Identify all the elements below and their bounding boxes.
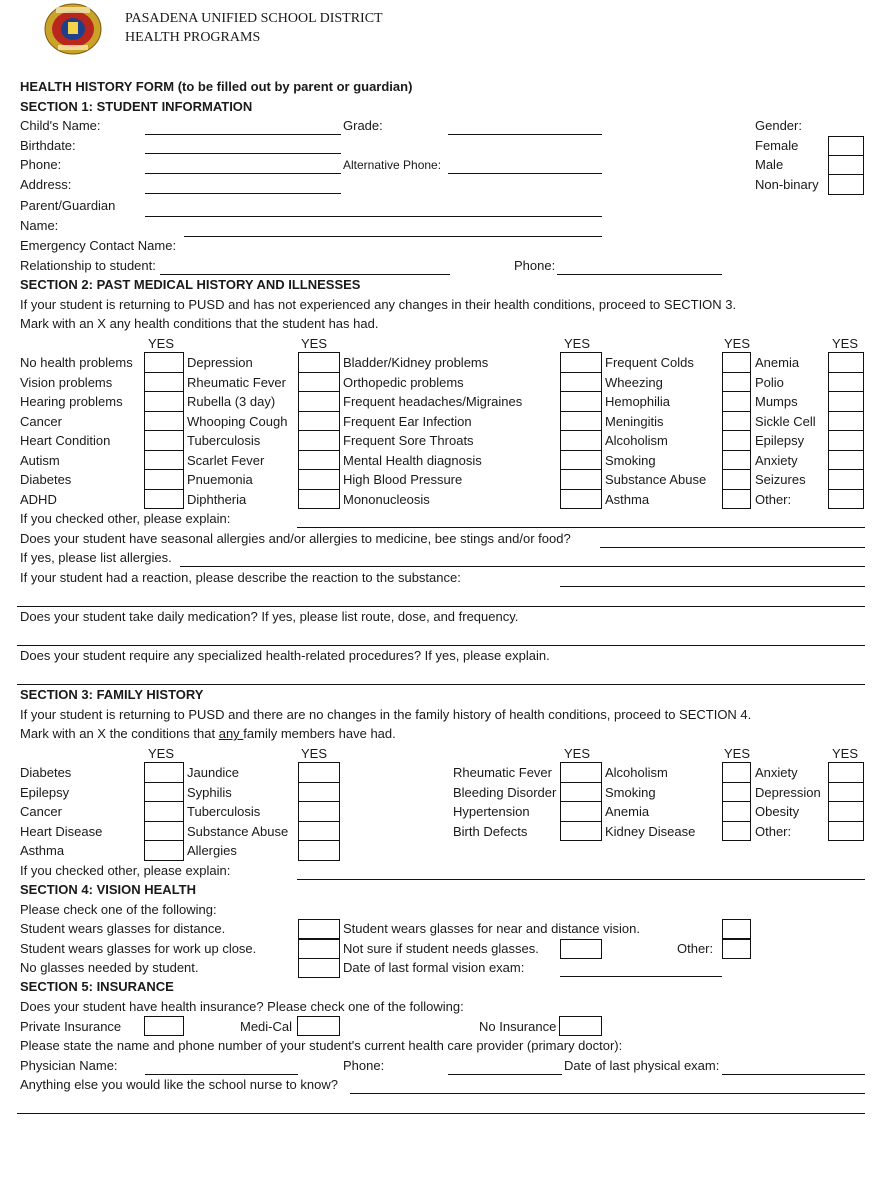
last-vision-exam-field[interactable] xyxy=(560,976,722,977)
section2-col4-checkbox[interactable] xyxy=(722,391,751,412)
medication-line[interactable] xyxy=(17,645,865,646)
section1-title: SECTION 1: STUDENT INFORMATION xyxy=(20,99,253,114)
section3-col2-checkbox[interactable] xyxy=(298,782,340,803)
section2-col5-label: Seizures xyxy=(755,472,806,487)
section2-col3-checkbox[interactable] xyxy=(560,352,602,373)
section2-col5-label: Anxiety xyxy=(755,452,798,468)
section2-col4-checkbox[interactable] xyxy=(722,411,751,432)
section2-col4-checkbox[interactable] xyxy=(722,352,751,373)
section2-col5-checkbox[interactable] xyxy=(828,411,864,432)
medical-checkbox[interactable] xyxy=(297,1016,340,1036)
section2-col3-label: Frequent Sore Throats xyxy=(343,433,474,448)
section2-col4-label: Alcoholism xyxy=(605,433,668,448)
section2-col3-label: Bladder/Kidney problems xyxy=(343,355,489,370)
glasses-close-checkbox[interactable] xyxy=(298,939,340,959)
section3-col2-label: Jaundice xyxy=(187,765,240,780)
yes-header: YES xyxy=(148,336,175,351)
section2-col3-checkbox[interactable] xyxy=(560,391,602,412)
anything-else-question: Anything else you would like the school nurse to know? xyxy=(20,1077,338,1092)
yes-header: YES xyxy=(564,336,591,351)
family-other-explain-field[interactable] xyxy=(297,879,865,880)
section2-col4-checkbox[interactable] xyxy=(722,450,751,471)
no-insurance-label: No Insurance xyxy=(479,1019,557,1034)
family-other-explain-label: If you checked other, please explain: xyxy=(20,863,231,878)
private-insurance-label: Private Insurance xyxy=(20,1019,122,1034)
section3-col1-label: Cancer xyxy=(20,804,62,819)
procedures-question: Does your student require any specialized health-related procedures? If yes, please explain. xyxy=(20,648,550,663)
phone2-label: Phone: xyxy=(514,258,556,273)
section2-col1-checkbox[interactable] xyxy=(144,430,184,451)
reaction-label: If your student had a reaction, please describe the reaction to the substance: xyxy=(20,570,461,585)
allergies-answer-field[interactable] xyxy=(600,547,865,548)
physical-exam-field[interactable] xyxy=(722,1074,865,1075)
section2-col4-label: Wheezing xyxy=(605,374,663,390)
section2-col4-checkbox[interactable] xyxy=(722,469,751,490)
provider-instructions: Please state the name and phone number of your student's current health care provider (primary doctor): xyxy=(20,1038,623,1053)
section2-col5-checkbox[interactable] xyxy=(828,372,864,393)
glasses-distance-checkbox[interactable] xyxy=(298,919,340,939)
childs-name-label: Child's Name: xyxy=(20,118,101,133)
section2-col2-checkbox[interactable] xyxy=(298,430,340,451)
section2-col2-label: Diphtheria xyxy=(187,491,247,507)
section2-col3-label: Orthopedic problems xyxy=(343,374,464,390)
grade-field[interactable] xyxy=(448,134,602,135)
section3-col5-label: Depression xyxy=(755,784,821,800)
relationship-field[interactable] xyxy=(160,274,450,275)
section3-col2-checkbox[interactable] xyxy=(298,821,340,842)
section3-col1-checkbox[interactable] xyxy=(144,821,184,842)
section2-col2-label: Tuberculosis xyxy=(187,433,261,448)
yes-header: YES xyxy=(301,746,328,761)
section3-col5-checkbox[interactable] xyxy=(828,821,864,842)
yes-header: YES xyxy=(832,746,859,761)
section2-col2-checkbox[interactable] xyxy=(298,411,340,432)
section2-col5-label: Anemia xyxy=(755,355,800,370)
section2-col4-label: Substance Abuse xyxy=(605,472,707,487)
name-label: Name: xyxy=(20,218,59,233)
section2-col2-label: Whooping Cough xyxy=(187,413,288,429)
address-field[interactable] xyxy=(145,193,341,194)
section3-col2-label: Syphilis xyxy=(187,784,232,800)
section3-col5-checkbox[interactable] xyxy=(828,782,864,803)
physician-phone-field[interactable] xyxy=(448,1074,562,1075)
section3-col4-checkbox[interactable] xyxy=(722,821,751,842)
insurance-question: Does your student have health insurance? Please check one of the following: xyxy=(20,999,464,1014)
section2-col3-checkbox[interactable] xyxy=(560,411,602,432)
section2-col4-label: Smoking xyxy=(605,452,656,468)
section3-col5-checkbox[interactable] xyxy=(828,801,864,822)
not-sure-checkbox[interactable] xyxy=(560,939,602,959)
section2-col4-label: Hemophilia xyxy=(605,394,671,409)
section2-col3-checkbox[interactable] xyxy=(560,450,602,471)
section2-col1-label: ADHD xyxy=(20,491,57,507)
section3-col4-label: Anemia xyxy=(605,804,650,819)
physician-name-label: Physician Name: xyxy=(20,1058,118,1073)
section2-col5-checkbox[interactable] xyxy=(828,352,864,373)
section2-col5-label: Sickle Cell xyxy=(755,413,816,429)
section3-mark-instructions: Mark with an X the conditions that any family members have had. xyxy=(20,726,396,741)
yes-header: YES xyxy=(724,746,751,761)
not-sure-label: Not sure if student needs glasses. xyxy=(343,941,539,956)
section2-col4-checkbox[interactable] xyxy=(722,430,751,451)
section3-col5-label: Obesity xyxy=(755,804,800,819)
section2-col5-label: Epilepsy xyxy=(755,433,805,448)
female-checkbox[interactable] xyxy=(828,136,864,156)
parent-guardian-field[interactable] xyxy=(145,216,602,217)
section2-col2-checkbox[interactable] xyxy=(298,469,340,490)
section2-col5-label: Other: xyxy=(755,491,792,507)
section3-col4-label: Alcoholism xyxy=(605,765,668,780)
section2-col3-label: Frequent headaches/Migraines xyxy=(343,394,523,409)
district-seal-logo xyxy=(44,3,102,55)
nonbinary-label: Non-binary xyxy=(755,177,819,192)
emergency-contact-label: Emergency Contact Name: xyxy=(20,238,177,253)
section3-instructions: If your student is returning to PUSD and there are no changes in the family history of health conditions, proceed to SECTION 4. xyxy=(20,707,752,722)
section3-col5-label: Anxiety xyxy=(755,765,798,780)
section2-col2-checkbox[interactable] xyxy=(298,372,340,393)
section3-col3-label: Birth Defects xyxy=(453,823,528,839)
other-explain-label: If you checked other, please explain: xyxy=(20,511,231,526)
section2-col2-label: Pnuemonia xyxy=(187,472,253,487)
physician-name-field[interactable] xyxy=(145,1074,298,1075)
section3-col4-checkbox[interactable] xyxy=(722,762,751,783)
section2-col4-checkbox[interactable] xyxy=(722,489,751,510)
section2-col4-label: Asthma xyxy=(605,491,650,507)
programs-name: HEALTH PROGRAMS xyxy=(125,30,261,45)
section2-col1-checkbox[interactable] xyxy=(144,469,184,490)
female-label: Female xyxy=(755,138,799,153)
reaction-field[interactable] xyxy=(560,586,865,587)
section2-col1-label: Autism xyxy=(20,452,60,468)
section3-col2-checkbox[interactable] xyxy=(298,762,340,783)
section3-col4-checkbox[interactable] xyxy=(722,782,751,803)
glasses-distance-label: Student wears glasses for distance. xyxy=(20,921,226,936)
section2-col1-label: Hearing problems xyxy=(20,394,123,409)
section3-col1-checkbox[interactable] xyxy=(144,801,184,822)
section3-col2-checkbox[interactable] xyxy=(298,801,340,822)
yes-header: YES xyxy=(301,336,328,351)
section2-col3-label: Mental Health diagnosis xyxy=(343,452,482,468)
section3-col4-label: Kidney Disease xyxy=(605,823,696,839)
section2-col1-checkbox[interactable] xyxy=(144,372,184,393)
section3-col2-label: Tuberculosis xyxy=(187,804,261,819)
medication-question: Does your student take daily medication? If yes, please list route, dose, and frequency. xyxy=(20,609,519,624)
grade-label: Grade: xyxy=(343,118,383,133)
section2-col3-checkbox[interactable] xyxy=(560,489,602,510)
vision-other-checkbox[interactable] xyxy=(722,939,751,959)
yes-header: YES xyxy=(724,336,751,351)
section3-col3-checkbox[interactable] xyxy=(560,821,602,842)
phone2-field[interactable] xyxy=(557,274,722,275)
section2-col2-label: Rheumatic Fever xyxy=(187,374,286,390)
section2-col2-label: Scarlet Fever xyxy=(187,452,265,468)
birthdate-label: Birthdate: xyxy=(20,138,76,153)
form-title: HEALTH HISTORY FORM (to be filled out by parent or guardian) xyxy=(20,79,413,94)
section2-col1-checkbox[interactable] xyxy=(144,352,184,373)
section3-title: SECTION 3: FAMILY HISTORY xyxy=(20,687,204,702)
male-label: Male xyxy=(755,157,784,172)
section2-col3-label: Frequent Ear Infection xyxy=(343,413,472,429)
section5-title: SECTION 5: INSURANCE xyxy=(20,979,174,994)
male-checkbox[interactable] xyxy=(828,155,864,175)
birthdate-field[interactable] xyxy=(145,153,341,154)
childs-name-field[interactable] xyxy=(145,134,341,135)
section4-title: SECTION 4: VISION HEALTH xyxy=(20,882,196,897)
glasses-close-label: Student wears glasses for work up close. xyxy=(20,941,257,956)
section2-col2-label: Rubella (3 day) xyxy=(187,394,276,409)
private-insurance-checkbox[interactable] xyxy=(144,1016,184,1036)
procedures-line[interactable] xyxy=(17,684,865,685)
section3-col1-label: Epilepsy xyxy=(20,784,70,800)
section3-col1-checkbox[interactable] xyxy=(144,782,184,803)
physician-phone-label: Phone: xyxy=(343,1058,385,1073)
section3-col5-label: Other: xyxy=(755,823,792,839)
section2-title: SECTION 2: PAST MEDICAL HISTORY AND ILLNESSES xyxy=(20,277,361,292)
section2-col1-checkbox[interactable] xyxy=(144,391,184,412)
section4-instructions: Please check one of the following: xyxy=(20,902,217,917)
section2-col5-label: Polio xyxy=(755,374,784,390)
section3-col3-checkbox[interactable] xyxy=(560,801,602,822)
section2-col3-label: Mononucleosis xyxy=(343,491,430,507)
section3-col4-label: Smoking xyxy=(605,784,656,800)
yes-header: YES xyxy=(832,336,859,351)
phone-label: Phone: xyxy=(20,157,62,172)
section2-col2-checkbox[interactable] xyxy=(298,489,340,510)
section2-col5-checkbox[interactable] xyxy=(828,489,864,510)
section2-col3-checkbox[interactable] xyxy=(560,430,602,451)
section2-col2-checkbox[interactable] xyxy=(298,352,340,373)
section3-col2-checkbox[interactable] xyxy=(298,840,340,861)
reaction-line[interactable] xyxy=(17,606,865,607)
anything-else-field[interactable] xyxy=(350,1093,865,1094)
section2-col2-checkbox[interactable] xyxy=(298,450,340,471)
phone-field[interactable] xyxy=(145,173,341,174)
section2-col1-label: Cancer xyxy=(20,413,62,429)
emergency-contact-field[interactable] xyxy=(184,236,602,237)
section2-col4-checkbox[interactable] xyxy=(722,372,751,393)
glasses-near-distance-label: Student wears glasses for near and distance vision. xyxy=(343,921,641,936)
section2-col1-checkbox[interactable] xyxy=(144,450,184,471)
no-insurance-checkbox[interactable] xyxy=(559,1016,602,1036)
section2-col3-checkbox[interactable] xyxy=(560,372,602,393)
other-explain-field[interactable] xyxy=(297,527,865,528)
section3-col2-label: Allergies xyxy=(187,843,237,858)
section3-col5-checkbox[interactable] xyxy=(828,762,864,783)
section2-col1-checkbox[interactable] xyxy=(144,411,184,432)
section2-col5-checkbox[interactable] xyxy=(828,391,864,412)
address-label: Address: xyxy=(20,177,72,192)
vision-other-label: Other: xyxy=(677,941,714,956)
alt-phone-field[interactable] xyxy=(448,173,602,174)
section2-col5-checkbox[interactable] xyxy=(828,430,864,451)
section3-col1-checkbox[interactable] xyxy=(144,762,184,783)
section2-col1-label: No health problems xyxy=(20,355,133,370)
alt-phone-label: Alternative Phone: xyxy=(343,158,442,172)
medical-label: Medi-Cal xyxy=(240,1019,293,1034)
section2-col3-checkbox[interactable] xyxy=(560,469,602,490)
section2-col5-checkbox[interactable] xyxy=(828,469,864,490)
section3-col3-label: Bleeding Disorder xyxy=(453,784,557,800)
section2-col4-label: Frequent Colds xyxy=(605,355,694,370)
section2-col4-label: Meningitis xyxy=(605,413,664,429)
anything-else-line[interactable] xyxy=(17,1113,865,1114)
section3-col1-label: Diabetes xyxy=(20,765,72,780)
district-name: PASADENA UNIFIED SCHOOL DISTRICT xyxy=(125,11,383,26)
relationship-label: Relationship to student: xyxy=(20,258,156,273)
allergies-question: Does your student have seasonal allergies and/or allergies to medicine, bee stings and/or food? xyxy=(20,531,571,546)
section2-col5-label: Mumps xyxy=(755,394,798,409)
no-glasses-label: No glasses needed by student. xyxy=(20,960,199,975)
section3-col3-checkbox[interactable] xyxy=(560,762,602,783)
section3-col3-checkbox[interactable] xyxy=(560,782,602,803)
section3-col3-label: Rheumatic Fever xyxy=(453,765,552,780)
section2-col1-checkbox[interactable] xyxy=(144,489,184,510)
section2-col2-checkbox[interactable] xyxy=(298,391,340,412)
yes-header: YES xyxy=(148,746,175,761)
section3-col4-checkbox[interactable] xyxy=(722,801,751,822)
allergies-list-label: If yes, please list allergies. xyxy=(20,550,172,565)
physical-exam-label: Date of last physical exam: xyxy=(564,1058,720,1073)
glasses-near-distance-checkbox[interactable] xyxy=(722,919,751,939)
yes-header: YES xyxy=(564,746,591,761)
section3-col1-label: Heart Disease xyxy=(20,823,103,839)
section3-col2-label: Substance Abuse xyxy=(187,823,289,839)
gender-label: Gender: xyxy=(755,118,802,133)
section2-mark-instructions: Mark with an X any health conditions that the student has had. xyxy=(20,316,379,331)
parent-guardian-label: Parent/Guardian xyxy=(20,198,116,213)
last-vision-exam-label: Date of last formal vision exam: xyxy=(343,960,525,975)
allergies-list-field[interactable] xyxy=(180,566,865,567)
section2-col1-label: Vision problems xyxy=(20,374,113,390)
section3-col3-label: Hypertension xyxy=(453,804,530,819)
section3-col1-label: Asthma xyxy=(20,843,65,858)
section2-col1-label: Heart Condition xyxy=(20,433,111,448)
section2-col5-checkbox[interactable] xyxy=(828,450,864,471)
section2-col2-label: Depression xyxy=(187,355,253,370)
no-glasses-checkbox[interactable] xyxy=(298,958,340,978)
section2-col3-label: High Blood Pressure xyxy=(343,472,463,487)
nonbinary-checkbox[interactable] xyxy=(828,174,864,195)
section2-col1-label: Diabetes xyxy=(20,472,72,487)
section2-instructions: If your student is returning to PUSD and has not experienced any changes in their health conditions, proceed to SECTION 3. xyxy=(20,297,737,312)
section3-col1-checkbox[interactable] xyxy=(144,840,184,861)
